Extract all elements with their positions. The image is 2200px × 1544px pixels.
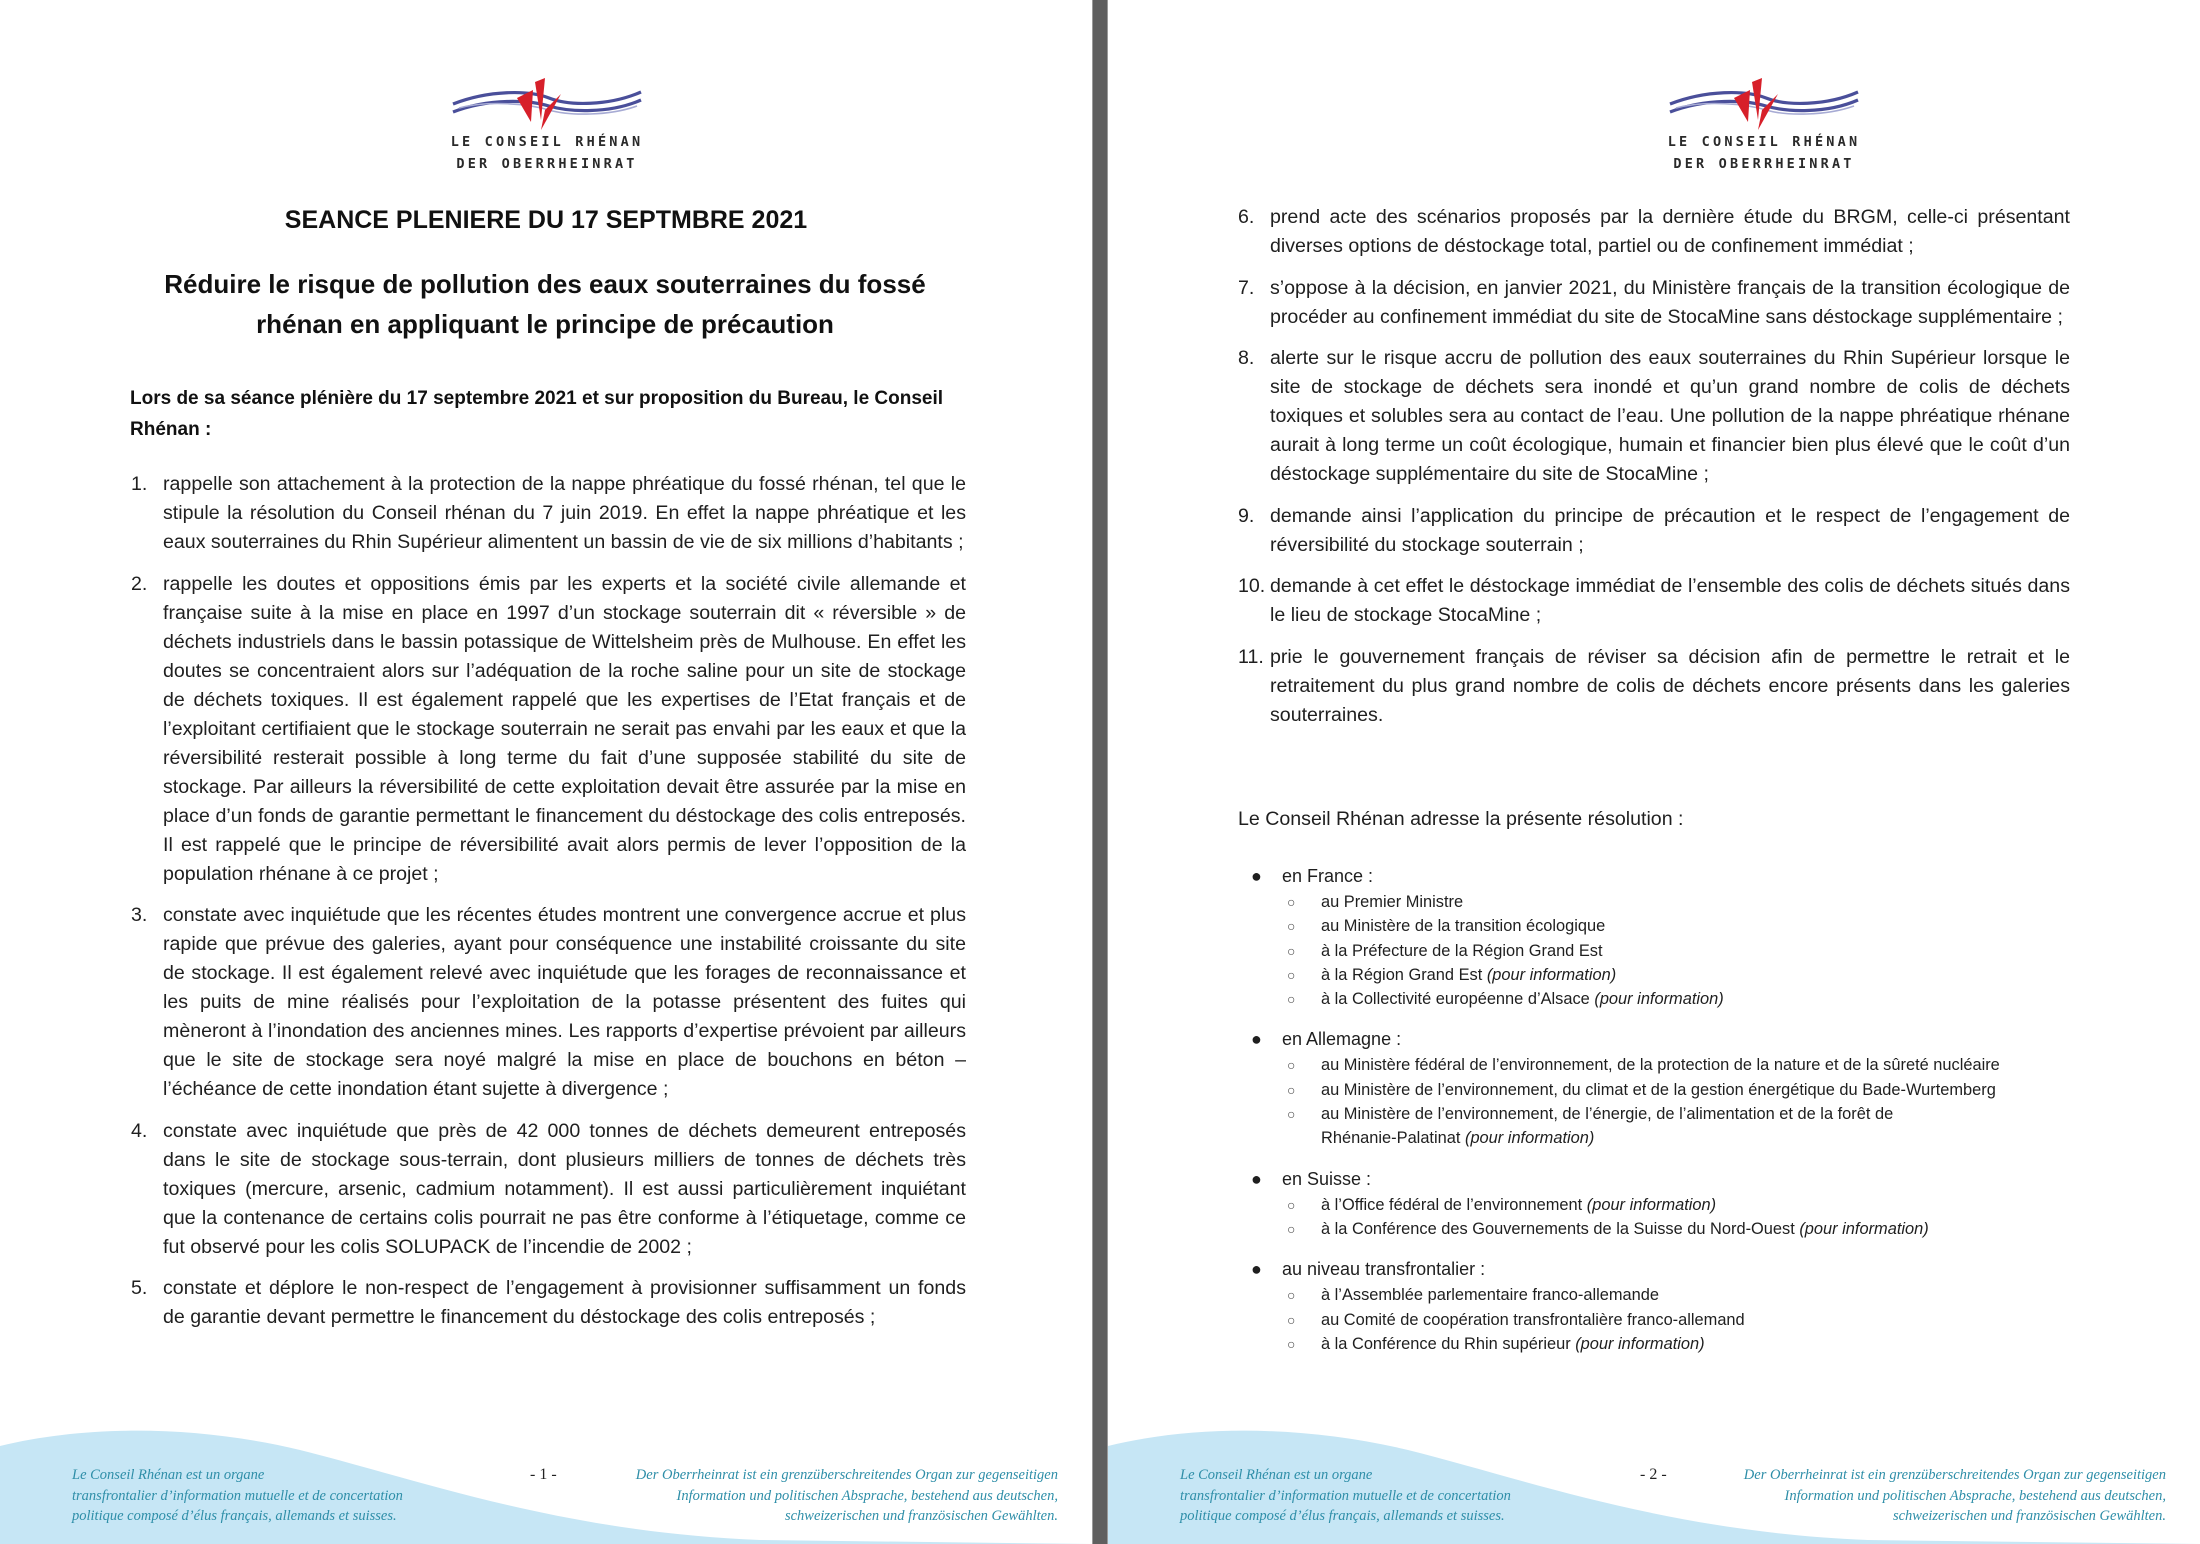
addressee-text: au Ministère fédéral de l’environnement, de la protection de la nature et de la sûreté nucléaire: [1321, 1056, 2000, 1075]
addressee-text: à l’Assemblée parlementaire franco-allemande: [1321, 1286, 1660, 1305]
addressee-text: à l’Office fédéral de l’environnement: [1321, 1195, 1583, 1214]
item-number: 1.: [131, 473, 148, 495]
addressee-text: au Premier Ministre: [1321, 893, 1464, 911]
bullet-icon: ●: [1251, 1168, 1262, 1189]
item-text: demande ainsi l’application du principe de précaution et le respect de l’engagement de réversibilité du stockage souterrain ;: [1270, 504, 2070, 556]
footer-de-line: Information und politischen Absprache, bestehend aus deutschen,: [1784, 1487, 2166, 1504]
item-text: alerte sur le risque accru de pollution des eaux souterraines du Rhin Supérieur lorsque le site de stockage de déchets sera inondé et qu’un grand nombre de colis de déchets toxiques et solubles sera au contact de l’eau. Une pollution de la nappe phréatique rhénane aurait à long terme un coût écologique, humain et financier bien plus élevé que le coût d’un déstockage supplémentaire du site de StocaMine ;: [1270, 347, 2070, 485]
item-text: constate avec inquiétude que près de 42 000 tonnes de déchets demeurent entreposés dans le site de stockage sous-terrain, dont plusieurs milliers de tonnes de déchets très toxiques (mercure, arsenic, cadmium notamment). Il est aussi particulièrement inquiétant que la contenance de certains colis pourrait ne pas être conforme à l’étiquetage, comme ce fut observé pour les colis SOLUPACK de l’incendie de 2002 ;: [163, 1119, 966, 1258]
item-number: 5.: [131, 1277, 148, 1299]
circle-bullet-icon: ○: [1287, 1196, 1296, 1213]
item-number: 8.: [1238, 347, 1255, 369]
addressee-item: [1251, 890, 2151, 914]
resolution-item: [1238, 344, 2070, 489]
addressee-text: au Ministère de la transition écologique: [1321, 917, 1606, 936]
session-title: SEANCE PLENIERE DU 17 SEPTMBRE 2021: [284, 206, 808, 234]
addressee-group-cross-border: [1251, 1255, 2151, 1356]
conseil-rhenan-logo: [437, 70, 657, 180]
addressee-note: (pour information): [1464, 1129, 1595, 1148]
addressee-note: (pour information): [1594, 990, 1724, 1009]
circle-bullet-icon: ○: [1287, 1287, 1296, 1304]
item-number: 2.: [131, 572, 148, 595]
item-text: demande à cet effet le déstockage immédiat de l’ensemble des colis de déchets situés dans le lieu de stockage StocaMine ;: [1270, 575, 2070, 626]
addressee-note: (pour information): [1486, 965, 1617, 984]
group-label: en Allemagne :: [1282, 1029, 1402, 1050]
intro-paragraph: Lors de sa séance plénière du 17 septembre 2021 et sur proposition du Bureau, le Conseil Rhénan :: [130, 388, 944, 440]
resolution-title-line-1: Réduire le risque de pollution des eaux souterraines du fossé: [164, 269, 926, 299]
item-number: 10.: [1238, 575, 1266, 597]
addressee-group-france: [1251, 862, 2151, 1011]
item-number: 6.: [1238, 206, 1255, 228]
page-footer: [0, 1420, 1092, 1544]
item-number: 4.: [131, 1119, 148, 1142]
addressee-item: [1251, 914, 2151, 938]
item-text: rappelle son attachement à la protection de la nappe phréatique du fossé rhénan, tel que le stipule la résolution du Conseil rhénan du 7 juin 2019. En effet la nappe phréatique et les eaux souterraines du Rhin Supérieur alimentent un bassin de vie de six millions d’habitants ;: [163, 473, 966, 553]
footer-text-fr: [1180, 1465, 1600, 1527]
resolution-item: [131, 1274, 966, 1332]
group-heading: [1251, 1165, 2151, 1193]
conseil-rhenan-logo: [1654, 70, 1874, 180]
document-page-2: [1108, 0, 2200, 1544]
item-number: 9.: [1238, 504, 1255, 527]
item-text: rappelle les doutes et oppositions émis par les experts et la société civile allemande et française suite à la mise en place en 1997 d’un stockage souterrain dit « réversible » de déchets industriels dans le bassin potassique de Wittelsheim près de Mulhouse. En effet les doutes se concentraient alors sur l’adéquation de la roche saline pour un site de stockage de déchets toxiques. Il est également rappelé que les expertises de l’Etat français et de l’exploitant certifiaient que le stockage souterrain ne serait pas envahi par les eaux et que la réversibilité resterait possible à long terme du fait d’une supposée stabilité du site de stockage. Par ailleurs la réversibilité de cette exploitation devait être assurée par la mise en place d’un fonds de garantie permettant le financement du déstockage des colis entreposés. Il est rappelé que le principe de réversibilité avait alors permis de lever l’opposition de la population rhénane à ce projet ;: [163, 572, 966, 885]
circle-bullet-icon: ○: [1287, 1081, 1296, 1098]
circle-bullet-icon: ○: [1287, 966, 1296, 983]
footer-de-line: Der Oberrheinrat ist ein grenzüberschreitendes Organ zur gegenseitigen: [635, 1467, 1058, 1483]
addressee-item: [1251, 1102, 2151, 1151]
footer-text-de: [1646, 1465, 2166, 1527]
addressee-text: à la Collectivité européenne d’Alsace: [1321, 990, 1590, 1009]
circle-bullet-icon: ○: [1287, 1220, 1296, 1237]
footer-de-line: Information und politischen Absprache, bestehend aus deutschen,: [676, 1487, 1058, 1504]
addressee-item: [1251, 963, 2151, 987]
rhine-waves-logo-icon: [449, 76, 645, 136]
item-number: 3.: [131, 904, 148, 926]
addressee-item: [1251, 1053, 2151, 1077]
item-text: constate avec inquiétude que les récentes études montrent une convergence accrue et plus rapide que prévue des galeries, ayant pour conséquence une instabilité croissante du site de stockage. Il est également relevé avec inquiétude que les forages de reconnaissance et les puits de mine réalisés pour l’exploitation de la potasse présentent des fuites qui mèneront à l’inondation des anciennes mines. Les rapports d’expertise prévoient par ailleurs que le site de stockage sera noyé malgré la mise en place de bouchons en béton – l’échéance de cette inondation étant sujette à divergence ;: [163, 904, 966, 1100]
resolution-item: [1238, 274, 2070, 332]
resolution-item: [131, 901, 966, 1104]
page-separator: [1092, 0, 1108, 1544]
addressee-item: [1251, 1078, 2151, 1102]
resolution-title-line-2: rhénan en appliquant le principe de précaution: [256, 309, 834, 339]
addressee-text: au Comité de coopération transfrontalière franco-allemand: [1321, 1310, 1745, 1329]
addressee-list: [1251, 1283, 2151, 1356]
addressee-item: [1251, 939, 2151, 963]
addressee-note: (pour information): [1586, 1195, 1717, 1214]
logo-text-fr: LE CONSEIL RHÉNAN: [450, 134, 644, 150]
resolution-item: [131, 1117, 966, 1262]
addressee-list: [1251, 890, 2151, 1011]
footer-text-de: [538, 1465, 1058, 1527]
circle-bullet-icon: ○: [1287, 918, 1296, 935]
item-text: prie le gouvernement français de réviser sa décision afin de permettre le retrait et le retraitement du plus grand nombre de colis de déchets encore présents dans les galeries souterraines.: [1270, 645, 2070, 726]
group-label: en France :: [1282, 866, 1374, 886]
logo-text-de: DER OBERRHEINRAT: [456, 156, 638, 172]
resolution-item: [1238, 203, 2070, 261]
resolution-items-list: [131, 470, 966, 1345]
addressee-list: [1251, 1053, 2151, 1150]
bullet-icon: ●: [1251, 866, 1262, 886]
addressee-note: (pour information): [1575, 1334, 1705, 1353]
footer-fr-line: politique composé d’élus français, allemands et suisses.: [72, 1508, 397, 1524]
addressee-text: au Ministère de l’environnement, du climat et de la gestion énergétique du Bade-Wurtemberg: [1321, 1080, 1996, 1099]
group-label: au niveau transfrontalier :: [1282, 1259, 1486, 1280]
circle-bullet-icon: ○: [1287, 1335, 1296, 1352]
resolution-title: [120, 264, 970, 344]
document-page-1: [0, 0, 1092, 1544]
addressee-text: à la Région Grand Est: [1321, 965, 1483, 984]
footer-de-line: Der Oberrheinrat ist ein grenzüberschreitendes Organ zur gegenseitigen: [1743, 1467, 2166, 1483]
addressee-note: (pour information): [1799, 1219, 1929, 1238]
addressee-groups: [1251, 862, 2151, 1370]
resolution-item: [131, 470, 966, 557]
item-text: s’oppose à la décision, en janvier 2021, du Ministère français de la transition écologique de procéder au confinement immédiat du site de StocaMine sans déstockage supplémentaire ;: [1270, 276, 2070, 328]
resolution-item: [1238, 643, 2070, 730]
circle-bullet-icon: ○: [1287, 1106, 1296, 1123]
addressee-item: [1251, 1308, 2151, 1332]
addressee-list: [1251, 1193, 2151, 1242]
page-number: - 2 -: [1640, 1466, 1667, 1483]
circle-bullet-icon: ○: [1287, 991, 1296, 1008]
resolution-items-list: [1238, 203, 2070, 742]
circle-bullet-icon: ○: [1287, 1311, 1296, 1328]
footer-fr-line: politique composé d’élus français, allemands et suisses.: [1180, 1508, 1505, 1524]
resolution-item: [1238, 572, 2070, 630]
footer-de-line: schweizerischen und französischen Gewählten.: [1892, 1508, 2166, 1524]
logo-text-de: DER OBERRHEINRAT: [1673, 156, 1855, 172]
addressee-text: à la Préfecture de la Région Grand Est: [1321, 941, 1603, 960]
footer-text-fr: [72, 1465, 492, 1527]
item-text: constate et déplore le non-respect de l’engagement à provisionner suffisamment un fonds de garantie devant permettre le financement du déstockage des colis entreposés ;: [163, 1277, 966, 1328]
bullet-icon: ●: [1251, 1029, 1262, 1050]
footer-fr-line: Le Conseil Rhénan est un organe: [72, 1467, 265, 1483]
footer-fr-line: Le Conseil Rhénan est un organe: [1180, 1467, 1373, 1483]
group-label: en Suisse :: [1282, 1168, 1372, 1189]
addressees-intro: Le Conseil Rhénan adresse la présente résolution :: [1238, 808, 1684, 830]
page-footer: [1108, 1420, 2200, 1544]
resolution-item: [1238, 502, 2070, 560]
circle-bullet-icon: ○: [1287, 942, 1296, 959]
bullet-icon: ●: [1251, 1259, 1262, 1280]
item-number: 7.: [1238, 276, 1255, 299]
group-heading: [1251, 862, 2151, 890]
addressee-item: [1251, 1193, 2151, 1217]
item-number: 11.: [1238, 645, 1264, 668]
circle-bullet-icon: ○: [1287, 894, 1296, 910]
item-text: prend acte des scénarios proposés par la dernière étude du BRGM, celle-ci présentant diverses options de déstockage total, partiel ou de confinement immédiat ;: [1270, 206, 2070, 257]
page-number: - 1 -: [530, 1466, 557, 1483]
circle-bullet-icon: ○: [1287, 1057, 1296, 1074]
addressee-text: à la Conférence des Gouvernements de la Suisse du Nord-Ouest: [1321, 1219, 1795, 1238]
footer-de-line: schweizerischen und französischen Gewählten.: [784, 1508, 1058, 1524]
addressee-text: au Ministère de l’environnement, de l’énergie, de l’alimentation et de la forêt de Rhénanie-Palatinat: [1321, 1105, 1894, 1148]
footer-fr-line: transfrontalier d’information mutuelle et de concertation: [1180, 1487, 1511, 1504]
addressee-item: [1251, 1217, 2151, 1241]
addressee-group-germany: [1251, 1025, 2151, 1150]
logo-text-fr: LE CONSEIL RHÉNAN: [1667, 134, 1861, 150]
addressee-group-switzerland: [1251, 1165, 2151, 1242]
resolution-item: [131, 570, 966, 889]
addressee-item: [1251, 987, 2151, 1011]
addressee-item: [1251, 1332, 2151, 1356]
addressee-item: [1251, 1283, 2151, 1307]
addressee-text: à la Conférence du Rhin supérieur: [1321, 1334, 1571, 1353]
footer-fr-line: transfrontalier d’information mutuelle et de concertation: [72, 1487, 403, 1504]
group-heading: [1251, 1255, 2151, 1283]
rhine-waves-logo-icon: [1666, 76, 1862, 136]
group-heading: [1251, 1025, 2151, 1053]
